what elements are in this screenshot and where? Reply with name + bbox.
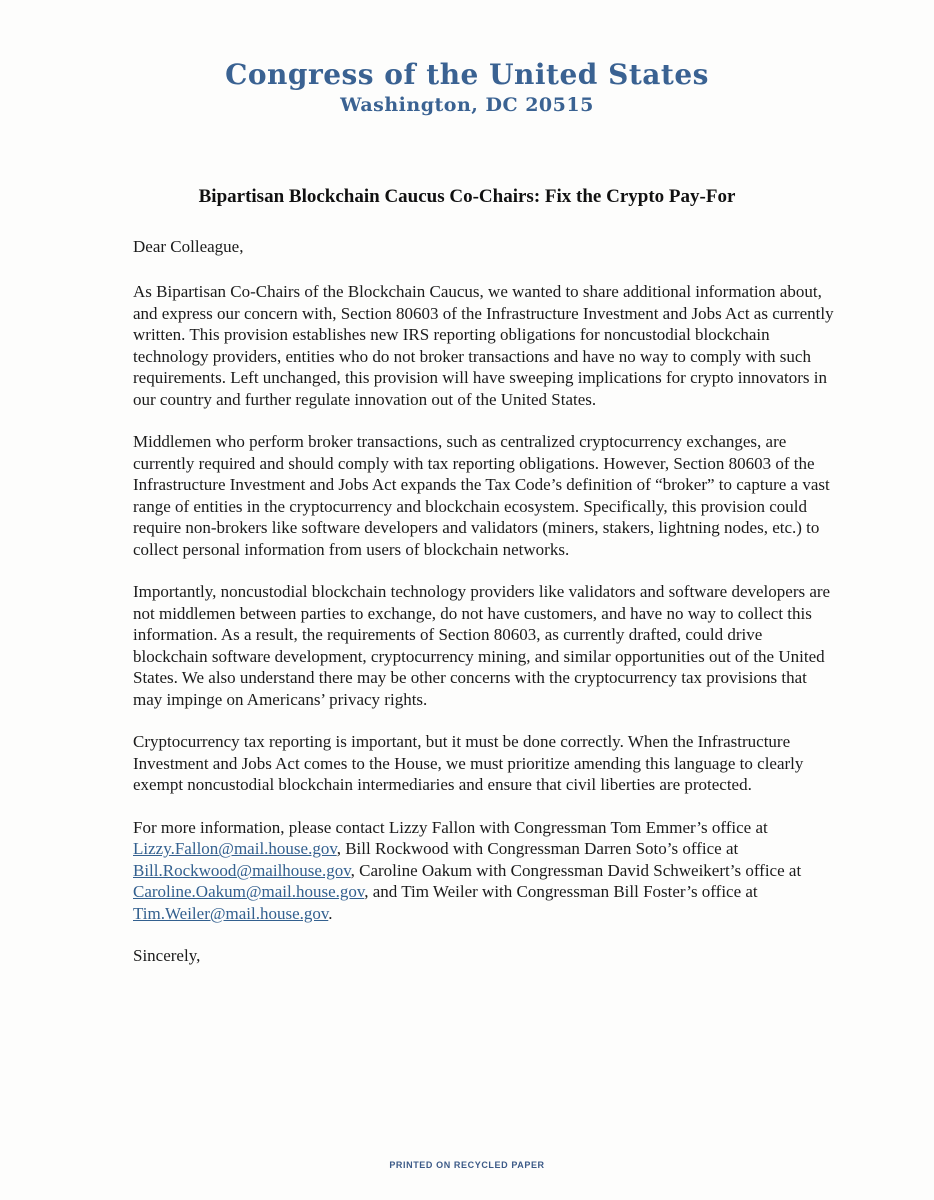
letter-title: Bipartisan Blockchain Caucus Co-Chairs: Fix the Crypto Pay-For [198, 185, 736, 207]
paragraph-2: Middlemen who perform broker transactions, such as centralized cryptocurrency exchanges, are currently required and should comply with tax reporting obligations. However, Section 80603 of the Infrastructure Investment and Jobs Act expands the Tax Code’s definition of “broker” to capture a vast range of entities in the cryptocurrency and blockchain ecosystem. Specifically, this provision could require non-brokers like software developers and validators (miners, stakers, lightning nodes, etc.) to collect personal information from users of blockchain networks. [133, 432, 830, 559]
contact-text-soto: , Bill Rockwood with Congressman Darren Soto’s office at [336, 839, 739, 859]
letterhead-line2: Washington, DC 20515 [340, 93, 594, 116]
email-link-lizzy-fallon[interactable]: Lizzy.Fallon@mail.house.gov [133, 839, 337, 859]
email-link-tim-weiler[interactable]: Tim.Weiler@mail.house.gov [133, 903, 329, 923]
email-link-caroline-oakum[interactable]: Caroline.Oakum@mail.house.gov [133, 882, 365, 902]
email-link-bill-rockwood[interactable]: Bill.Rockwood@mailhouse.gov [133, 860, 351, 880]
closing: Sincerely, [133, 946, 201, 966]
contact-paragraph [133, 817, 835, 925]
contact-text-foster: , and Tim Weiler with Congressman Bill Foster’s office at [364, 882, 758, 902]
letterhead-line1: Congress of the United States [225, 58, 709, 91]
paragraph-3: Importantly, noncustodial blockchain technology providers like validators and software developers are not middlemen between parties to exchange, do not have customers, and have no way to collect this information. As a result, the requirements of Section 80603, as currently drafted, could drive blockchain software development, cryptocurrency mining, and similar opportunities out of the United States. We also understand there may be other concerns with the cryptocurrency tax provisions that may impinge on Americans’ privacy rights. [133, 582, 831, 709]
paragraph-1: As Bipartisan Co-Chairs of the Blockchain Caucus, we wanted to share additional information about, and express our concern with, Section 80603 of the Infrastructure Investment and Jobs Act as currently written. This provision establishes new IRS reporting obligations for noncustodial blockchain technology providers, entities who do not broker transactions and have no way to comply with such requirements. Left unchanged, this provision will have sweeping implications for crypto innovators in our country and further regulate innovation out of the United States. [133, 282, 834, 409]
paragraph-4: Cryptocurrency tax reporting is important, but it must be done correctly. When the Infrastructure Investment and Jobs Act comes to the House, we must prioritize amending this language to clearly exempt noncustodial blockchain intermediaries and ensure that civil liberties are protected. [133, 732, 804, 795]
salutation: Dear Colleague, [133, 236, 244, 256]
footer-note: PRINTED ON RECYCLED PAPER [389, 1160, 545, 1170]
letterhead [0, 0, 934, 116]
contact-text-schweikert: , Caroline Oakum with Congressman David Schweikert’s office at [350, 860, 802, 880]
contact-text-intro: For more information, please contact Lizzy Fallon with Congressman Tom Emmer’s office at [133, 817, 768, 837]
letter-body [133, 236, 835, 967]
contact-text-period: . [328, 903, 333, 923]
